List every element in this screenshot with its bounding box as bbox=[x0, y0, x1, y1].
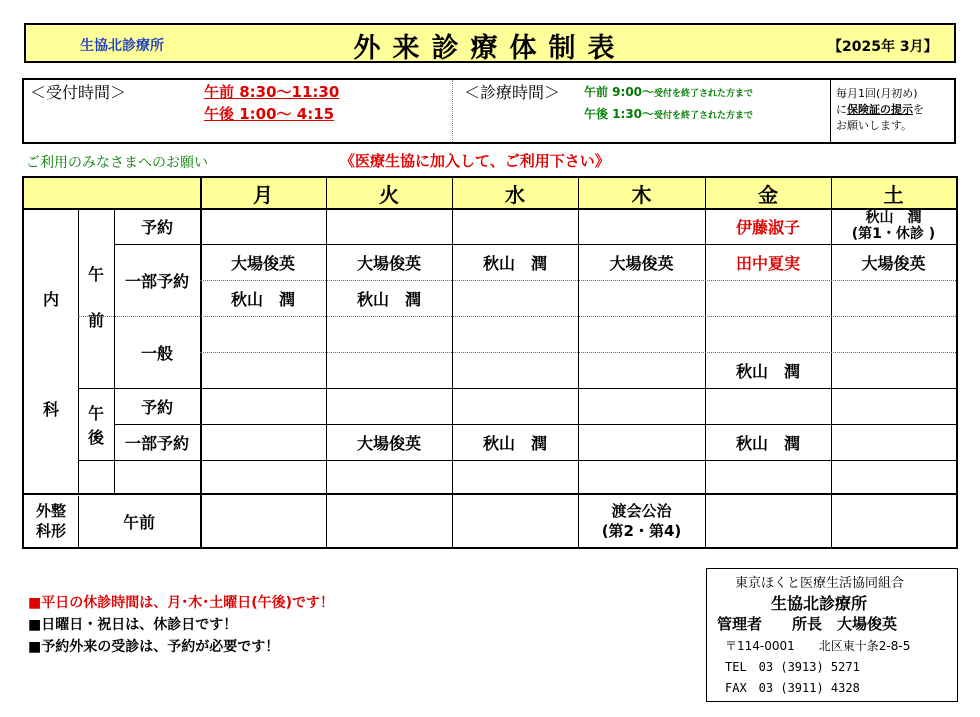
contact-postal: 〒114-0001 北区東十条2-8-5 bbox=[725, 639, 911, 653]
doctor-note: (第1・休診 ) bbox=[851, 226, 936, 242]
reception-pm: 午後 1:00～ 4:15 bbox=[204, 105, 335, 123]
contact-box bbox=[706, 568, 958, 702]
dept-seikei-line: 科形 bbox=[35, 522, 66, 540]
day-header: 水 bbox=[505, 182, 525, 207]
day-header: 木 bbox=[631, 182, 652, 207]
doctor-note: (第2・第4) bbox=[601, 522, 682, 540]
session-am: 午 bbox=[87, 264, 104, 284]
contact-manager: 管理者 所長 大場俊英 bbox=[717, 615, 898, 633]
doctor-cell: 田中夏実 bbox=[735, 253, 800, 273]
doctor-name: 秋山 潤 bbox=[865, 210, 922, 226]
consult-am-note: 受付を終了された方まで bbox=[654, 89, 754, 99]
consult-label: ＜診療時間＞ bbox=[464, 83, 561, 102]
hours-box bbox=[22, 78, 956, 144]
doctor-cell: 大場俊英 bbox=[861, 253, 926, 273]
doctor-cell: 秋山 潤 bbox=[482, 253, 547, 273]
grid-line bbox=[200, 352, 956, 353]
seikei-time: 午前 bbox=[122, 512, 155, 532]
doctor-cell: 大場俊英 bbox=[230, 253, 295, 273]
doctor-cell: 秋山 潤 bbox=[735, 361, 800, 381]
dept-label-naika: 内 bbox=[42, 289, 59, 309]
note-item: ■日曜日・祝日は、休診日です！ bbox=[28, 617, 238, 633]
type-yoyaku: 予約 bbox=[140, 397, 173, 417]
request-left: ご利用のみなさまへのお願い bbox=[26, 155, 208, 171]
session-pm: 後 bbox=[87, 427, 104, 447]
dept-seikei-line: 外整 bbox=[35, 502, 66, 520]
consult-am-time: 午前 9:00～ bbox=[584, 85, 655, 99]
hours-divider bbox=[452, 80, 453, 142]
dept-label-seikei bbox=[24, 495, 78, 547]
doctor-cell: 大場俊英 bbox=[356, 253, 421, 273]
doctor-cell: 秋山 潤 bbox=[735, 433, 800, 453]
insurance-text: に bbox=[836, 103, 847, 116]
grid-line bbox=[452, 178, 453, 547]
contact-tel: TEL 03 (3913) 5271 bbox=[725, 660, 860, 674]
consult-pm-note: 受付を終了された方まで bbox=[654, 111, 754, 121]
grid-line bbox=[78, 388, 956, 389]
insurance-emphasis: 保険証の提示 bbox=[847, 103, 913, 116]
consult-am bbox=[584, 83, 753, 100]
doctor-cell: 秋山 潤 bbox=[482, 433, 547, 453]
grid-line bbox=[326, 178, 327, 547]
type-ichibu: 一部予約 bbox=[124, 271, 189, 291]
schedule-table bbox=[22, 176, 958, 549]
request-right: 《医療生協に加入して、ご利用下さい》 bbox=[340, 152, 610, 170]
page-title: 外来診療体制表 bbox=[353, 33, 627, 64]
doctor-cell: 秋山 潤 bbox=[356, 289, 421, 309]
contact-clinic: 生協北診療所 bbox=[771, 594, 868, 613]
notes bbox=[28, 592, 334, 658]
contact-org: 東京ほくと医療生活協同組合 bbox=[735, 576, 905, 591]
doctor-cell bbox=[578, 495, 705, 547]
day-header: 月 bbox=[253, 182, 273, 207]
insurance-line bbox=[836, 102, 924, 118]
session-am: 前 bbox=[87, 310, 104, 330]
doctor-cell: 大場俊英 bbox=[609, 253, 674, 273]
insurance-line: お願いします。 bbox=[836, 119, 913, 132]
consult-pm-time: 午後 1:30～ bbox=[584, 107, 655, 121]
consult-pm bbox=[584, 105, 753, 122]
day-header: 金 bbox=[758, 182, 778, 207]
dept-label-naika: 科 bbox=[42, 399, 59, 419]
contact-fax: FAX 03 (3911) 4328 bbox=[725, 681, 860, 695]
grid-line bbox=[78, 460, 956, 461]
grid-line bbox=[78, 208, 79, 493]
note-item: ■予約外来の受診は、予約が必要です！ bbox=[28, 639, 280, 655]
reception-label: ＜受付時間＞ bbox=[30, 83, 127, 102]
day-header: 土 bbox=[883, 182, 904, 207]
day-header: 火 bbox=[379, 182, 399, 207]
doctor-name: 渡会公治 bbox=[611, 502, 672, 520]
insurance-note bbox=[836, 86, 924, 134]
doctor-cell bbox=[831, 208, 956, 244]
grid-line bbox=[200, 178, 202, 547]
clinic-name: 生協北診療所 bbox=[80, 38, 164, 54]
session-pm: 午 bbox=[87, 403, 104, 423]
hours-divider bbox=[830, 80, 831, 142]
insurance-line: 毎月1回(月初め) bbox=[836, 87, 918, 100]
note-item: ■平日の休診時間は、月･木･土曜日(午後)です！ bbox=[28, 595, 335, 611]
grid-line bbox=[78, 316, 956, 317]
type-ichibu: 一部予約 bbox=[124, 433, 189, 453]
doctor-cell: 秋山 潤 bbox=[230, 289, 295, 309]
type-yoyaku: 予約 bbox=[140, 217, 173, 237]
doctor-cell: 伊藤淑子 bbox=[735, 217, 800, 237]
date-label: 【2025年 3月】 bbox=[828, 39, 938, 55]
type-ippan: 一般 bbox=[140, 343, 173, 363]
insurance-text: を bbox=[913, 103, 924, 116]
reception-am: 午前 8:30～11:30 bbox=[204, 83, 340, 101]
grid-line bbox=[578, 178, 579, 547]
doctor-cell: 大場俊英 bbox=[356, 433, 421, 453]
